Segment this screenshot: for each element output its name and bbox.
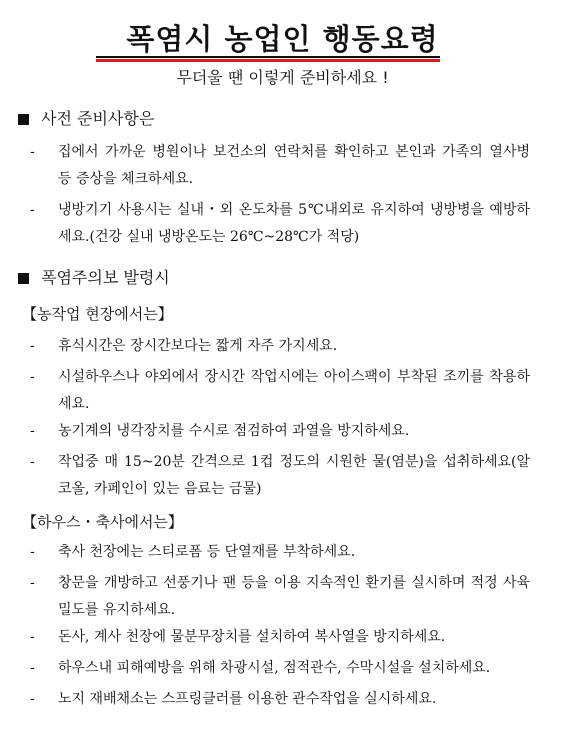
list-item bbox=[30, 197, 530, 251]
list-item bbox=[30, 655, 530, 682]
list-item-text: 축사 천장에는 스티로폼 등 단열재를 부착하세요. bbox=[58, 544, 356, 560]
dash-marker: - bbox=[30, 369, 35, 385]
square-bullet-icon bbox=[18, 114, 29, 125]
list-item bbox=[30, 139, 530, 193]
section-heading-label: 폭염주의보 발령시 bbox=[41, 268, 170, 287]
subheading-farm-site: 【농작업 현장에서는】 bbox=[22, 305, 173, 323]
square-bullet-icon bbox=[18, 273, 29, 284]
dash-marker: - bbox=[30, 338, 35, 354]
list-item bbox=[30, 686, 530, 713]
list-item-text: 노지 재배채소는 스프링클러를 이용한 관수작업을 실시하세요. bbox=[58, 691, 437, 707]
dash-marker: - bbox=[30, 202, 35, 218]
list-item-text: 시설하우스나 야외에서 장시간 작업시에는 아이스팩이 부착된 조끼를 착용하세요. bbox=[58, 369, 530, 412]
list-item bbox=[30, 449, 530, 503]
list-item bbox=[30, 570, 530, 624]
list-item-text: 농기계의 냉각장치를 수시로 점검하여 과열을 방지하세요. bbox=[58, 423, 410, 439]
list-item-text: 작업중 매 15~20분 간격으로 1컵 정도의 시원한 물(염분)을 섭취하세요(알코올, 카페인이 있는 음료는 금물) bbox=[58, 454, 530, 497]
list-item bbox=[30, 418, 530, 445]
list-item-text: 휴식시간은 장시간보다는 짧게 자주 가지세요. bbox=[58, 338, 338, 354]
dash-marker: - bbox=[30, 454, 35, 470]
list-item-text: 돈사, 계사 천장에 물분무장치를 설치하여 복사열을 방지하세요. bbox=[58, 629, 446, 645]
section-heading-preparation bbox=[18, 108, 154, 130]
dash-marker: - bbox=[30, 423, 35, 439]
section-heading-heatwave-warning bbox=[18, 267, 170, 289]
list-item-text: 냉방기기 사용시는 실내・외 온도차를 5℃내외로 유지하여 냉방병을 예방하세요.(건강 실내 냉방온도는 26℃~28℃가 적당) bbox=[58, 202, 530, 245]
page-title: 폭염시 농업인 행동요령 bbox=[126, 22, 439, 56]
dash-marker: - bbox=[30, 691, 35, 707]
list-item-text: 집에서 가까운 병원이나 보건소의 연락처를 확인하고 본인과 가족의 열사병 등 증상을 체크하세요. bbox=[58, 144, 530, 187]
dash-marker: - bbox=[30, 575, 35, 591]
dash-marker: - bbox=[30, 660, 35, 676]
list-item-text: 창문을 개방하고 선풍기나 팬 등을 이용 지속적인 환기를 실시하며 적정 사육밀도를 유지하세요. bbox=[58, 575, 530, 618]
dash-marker: - bbox=[30, 544, 35, 560]
list-item bbox=[30, 624, 530, 651]
list-item bbox=[30, 333, 530, 360]
title-underline-black bbox=[96, 56, 440, 58]
dash-marker: - bbox=[30, 629, 35, 645]
page-subtitle: 무더울 땐 이렇게 준비하세요 ! bbox=[176, 68, 389, 87]
title-underline-red bbox=[96, 59, 440, 62]
list-item-text: 하우스내 피해예방을 위해 차광시설, 점적관수, 수막시설을 설치하세요. bbox=[58, 660, 491, 676]
list-item bbox=[30, 364, 530, 418]
section-heading-label: 사전 준비사항은 bbox=[41, 109, 155, 128]
subheading-greenhouse-barn: 【하우스・축사에서는】 bbox=[22, 513, 183, 531]
list-item bbox=[30, 539, 530, 566]
dash-marker: - bbox=[30, 144, 35, 160]
